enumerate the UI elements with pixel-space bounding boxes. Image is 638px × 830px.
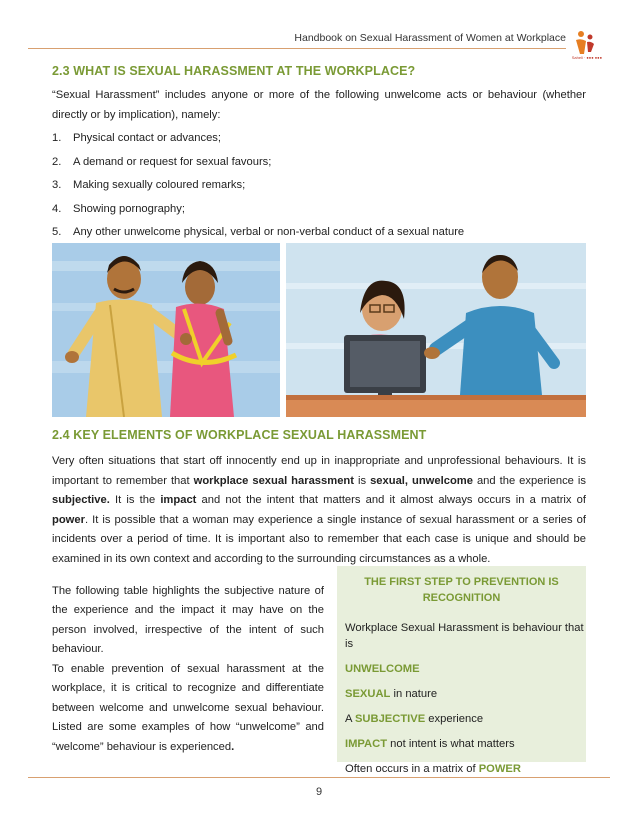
- callout-sexual-line: [337, 686, 586, 702]
- text-run: A: [345, 713, 355, 725]
- text-run: Often occurs in a matrix of: [345, 763, 479, 775]
- callout-title: THE FIRST STEP TO PREVENTION IS RECOGNITION: [364, 576, 559, 604]
- callout-line-definition: Workplace Sexual Harassment is behaviour that is: [345, 622, 584, 650]
- emphasis-subjective: subjective.: [52, 494, 110, 507]
- callout-unwelcome: UNWELCOME: [345, 663, 420, 675]
- list-item-text: Any other unwelcome physical, verbal or non-verbal conduct of a sexual nature: [73, 226, 465, 239]
- list-item-number: 2.: [52, 155, 62, 168]
- footer-rule: [28, 777, 610, 778]
- emphasis-impact: impact: [160, 494, 197, 507]
- list-item: [52, 198, 592, 222]
- list-item: [52, 174, 592, 198]
- list-item-text: Physical contact or advances;: [73, 132, 221, 144]
- text-run: is: [353, 474, 371, 487]
- list-item-number: 1.: [52, 132, 62, 144]
- callout-subjective-line: [337, 711, 586, 727]
- section-2-3-heading: 2.3 WHAT IS SEXUAL HARASSMENT AT THE WORKPLACE?: [52, 64, 416, 78]
- text-run: not intent is what matters: [387, 738, 515, 750]
- callout-impact-line: [337, 736, 586, 752]
- table-intro-paragraph: The following table highlights the subjective nature of the experience and the impact it may have on the person involved, irrespective of the intent of such behaviour.: [52, 585, 324, 656]
- header-rule: [28, 48, 566, 49]
- text-run: in nature: [390, 688, 438, 700]
- section-2-4-heading: 2.4 KEY ELEMENTS OF WORKPLACE SEXUAL HARASSMENT: [52, 428, 427, 442]
- text-run: and not the intent that matters and it almost always occurs in a matrix of: [196, 494, 586, 507]
- illustration-street-harassment: [52, 243, 280, 417]
- prevention-paragraph: [52, 660, 324, 757]
- text-run: It is the: [109, 494, 161, 507]
- section-2-4-paragraph: [52, 452, 586, 570]
- list-item-text: Making sexually coloured remarks;: [73, 179, 246, 192]
- callout-sexual: SEXUAL: [345, 688, 391, 700]
- saheli-logo-icon: [572, 28, 598, 58]
- text-run: To enable prevention of sexual harassment at the workplace, it is critical to recognize and differentiate between welcome and unwelcome sexual behaviour. Listed are some examples of how “unwelcome” and “welcome” behaviour is experienced: [52, 663, 324, 753]
- logo-caption: Saheli · ●●● ●●●: [571, 55, 602, 60]
- callout-subjective: SUBJECTIVE: [354, 713, 426, 725]
- emphasis-sexual-unwelcome: sexual, unwelcome: [370, 474, 473, 487]
- recognition-callout-box: [337, 566, 586, 775]
- list-item-text: Showing pornography;: [73, 202, 185, 215]
- list-item-number: 3.: [52, 179, 62, 192]
- illustration-office-harassment: [286, 243, 586, 417]
- section-2-3-intro: “Sexual Harassment” includes anyone or more of the following unwelcome acts or behaviour (whether directly or by implication), namely:: [52, 89, 586, 121]
- callout-impact: IMPACT: [345, 738, 388, 750]
- list-item-text: A demand or request for sexual favours;: [73, 155, 272, 168]
- page-header: [0, 0, 638, 60]
- callout-power: POWER: [478, 763, 521, 775]
- text-run: .: [231, 740, 235, 753]
- list-item-number: 5.: [52, 226, 62, 239]
- emphasis-workplace-sexual-harassment: workplace sexual harassment: [193, 474, 354, 487]
- text-run: Very often situations that start off innocently end up in inappropriate and unprofessional behaviours. It is important to remember that: [52, 455, 586, 487]
- running-header-title: Handbook on Sexual Harassment of Women at Workplace: [294, 32, 566, 44]
- page-number: 9: [315, 786, 323, 798]
- callout-power-line: [337, 761, 586, 777]
- list-item-number: 4.: [52, 202, 62, 215]
- text-run: . It is possible that a woman may experience a single instance of sexual harassment or a series of incidents over a period of time. It is important also to remember that each case is unique and should be examined in its own context and according to the surrounding circumstances as a whole.: [52, 513, 586, 565]
- text-run: experience: [425, 713, 484, 725]
- emphasis-power: power: [52, 513, 85, 526]
- list-item: [52, 127, 592, 151]
- list-item: [52, 221, 592, 245]
- list-item: [52, 151, 592, 175]
- harassment-acts-list: [52, 127, 592, 245]
- text-run: and the experience is: [472, 474, 586, 487]
